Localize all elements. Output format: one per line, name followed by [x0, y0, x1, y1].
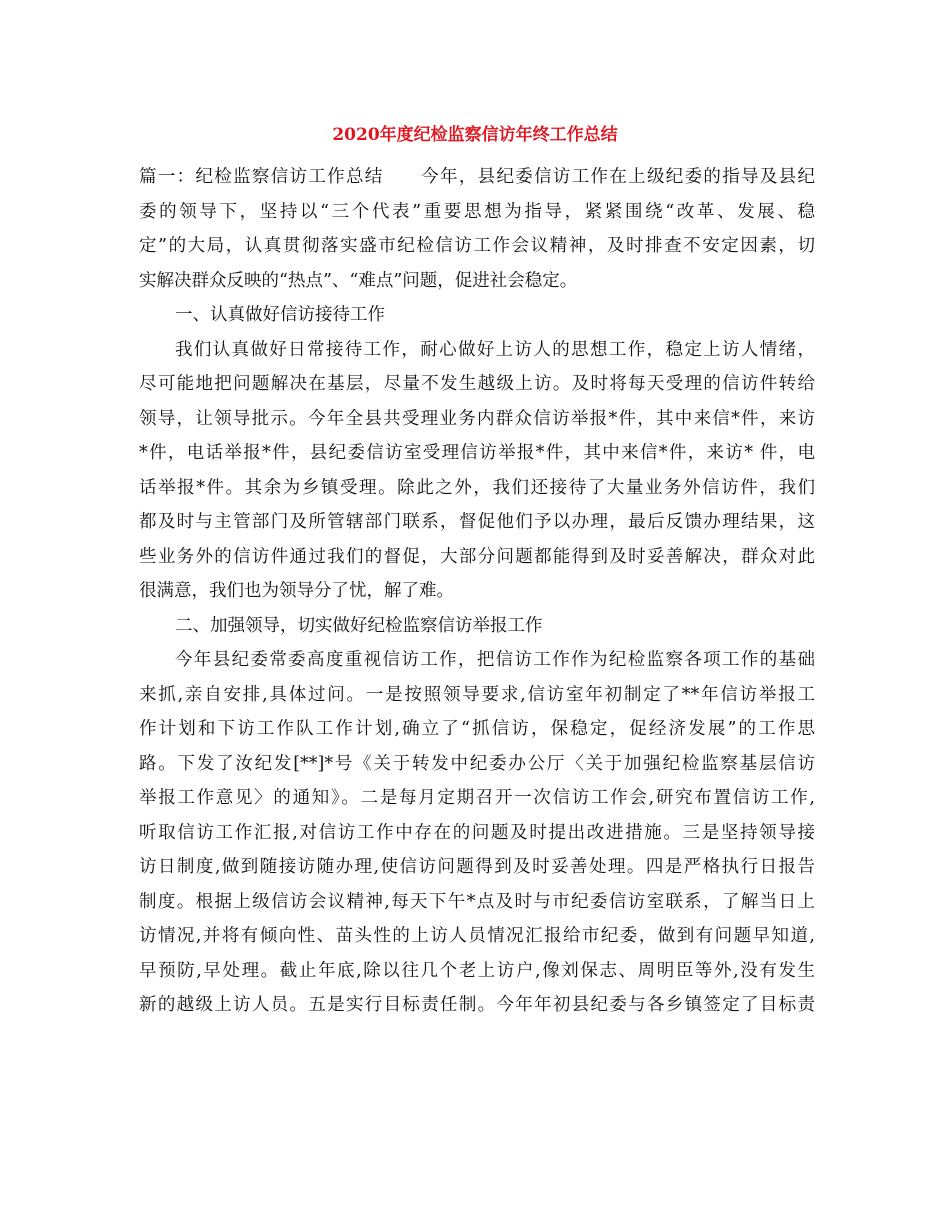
paragraph-line: 实解决群众反映的“热点”、“难点”问题，促进社会稳定。	[139, 270, 578, 291]
paragraph-line: 新的越级上访人员。五是实行目标责任制。今年年初县纪委与各乡镇签定了目标责	[139, 995, 815, 1015]
paragraph-line: 来抓,亲自安排,具体过问。一是按照领导要求,信访室年初制定了**年信访举报工	[139, 684, 815, 705]
section-heading: 二、加强领导，切实做好纪检监察信访举报工作	[175, 615, 543, 636]
paragraph-line: 话举报*件。其余为乡镇受理。除此之外，我们还接待了大量业务外信访件，我们	[139, 477, 815, 498]
paragraph-line: 篇一：纪检监察信访工作总结 今年，县纪委信访工作在上级纪委的指导及县纪	[139, 167, 815, 187]
paragraph-line: 制度。根据上级信访会议精神,每天下午*点及时与市纪委信访室联系，了解当日上	[139, 891, 815, 912]
paragraph-line: 委的领导下，坚持以“三个代表”重要思想为指导，紧紧围绕“改革、发展、稳	[139, 201, 815, 222]
paragraph-line: 访情况,并将有倾向性、苗头性的上访人员情况汇报给市纪委，做到有问题早知道,	[139, 926, 815, 946]
paragraph-line: 听取信访工作汇报,对信访工作中存在的问题及时提出改进措施。三是坚持领导接	[139, 822, 815, 843]
paragraph-line: 早预防,早处理。截止年底,除以往几个老上访户,像刘保志、周明臣等外,没有发生	[139, 960, 815, 981]
paragraph-line: 今年县纪委常委高度重视信访工作，把信访工作作为纪检监察各项工作的基础	[175, 650, 815, 670]
paragraph-line: 路。下发了汝纪发[**]*号《关于转发中纪委办公厅〈关于加强纪检监察基层信访	[139, 753, 815, 774]
paragraph-line: 领导，让领导批示。今年全县共受理业务内群众信访举报*件，其中来信*件，来访	[139, 408, 815, 429]
document-title: 2020年度纪检监察信访年终工作总结	[332, 125, 618, 145]
section-heading: 一、认真做好信访接待工作	[175, 305, 385, 325]
paragraph-line: 访日制度,做到随接访随办理,使信访问题得到及时妥善处理。四是严格执行日报告	[139, 857, 815, 877]
paragraph-line: 举报工作意见〉的通知》。二是每月定期召开一次信访工作会,研究布置信访工作,	[139, 788, 815, 808]
paragraph-line: 都及时与主管部门及所管辖部门联系，督促他们予以办理，最后反馈办理结果，这	[139, 512, 815, 532]
paragraph-line: 定”的大局，认真贯彻落实盛市纪检信访工作会议精神，及时排查不安定因素，切	[139, 236, 815, 256]
paragraph-line: 作计划和下访工作队工作计划,确立了“抓信访，保稳定，促经济发展”的工作思	[139, 719, 815, 739]
paragraph-line: *件，电话举报*件，县纪委信访室受理信访举报*件，其中来信*件，来访* 件，电	[139, 443, 815, 463]
paragraph-line: 尽可能地把问题解决在基层，尽量不发生越级上访。及时将每天受理的信访件转给	[139, 374, 815, 394]
paragraph-line: 很满意，我们也为领导分了忧，解了难。	[139, 581, 454, 601]
paragraph-line: 我们认真做好日常接待工作，耐心做好上访人的思想工作，稳定上访人情绪，	[175, 339, 815, 360]
paragraph-line: 些业务外的信访件通过我们的督促，大部分问题都能得到及时妥善解决，群众对此	[139, 546, 815, 567]
document-body	[139, 160, 815, 1023]
